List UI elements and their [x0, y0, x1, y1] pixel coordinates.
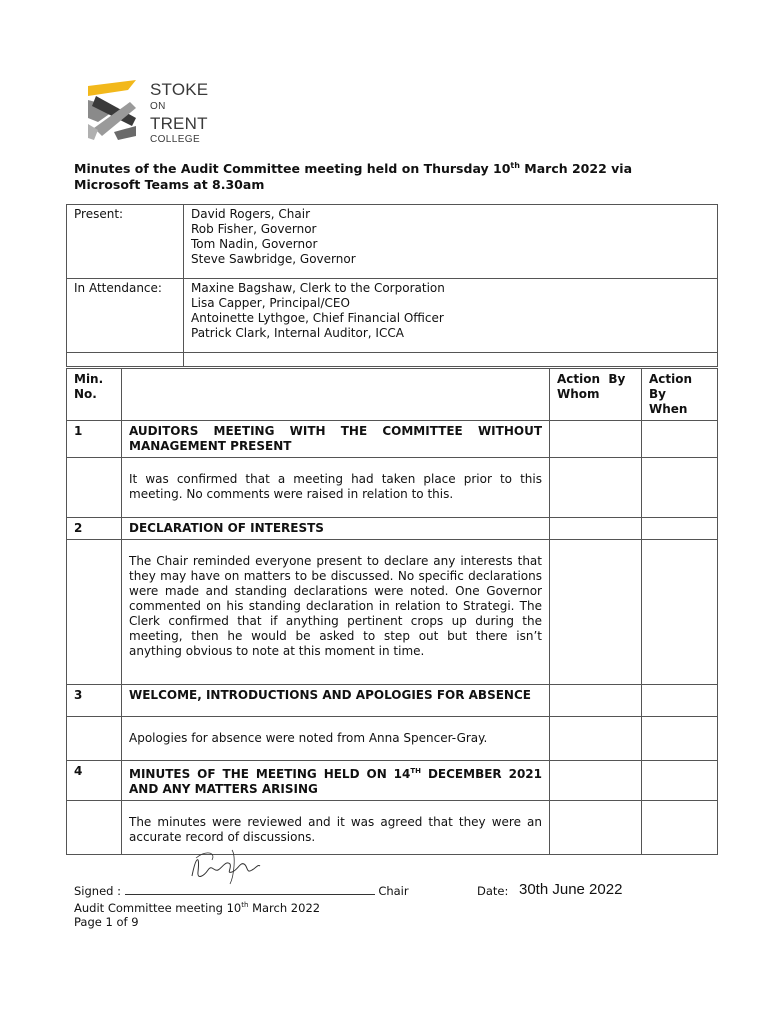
action-when-cell: [642, 685, 718, 717]
table-row: [67, 717, 718, 761]
item-heading: WELCOME, INTRODUCTIONS AND APOLOGIES FOR ABSENCE: [122, 685, 550, 717]
action-whom-cell: [550, 458, 642, 518]
item-body: The Chair reminded everyone present to declare any interests that they may have on matters to be discussed. No specific declarations were made and standing declarations were noted. One Governor commented on his standing declaration in relation to Strategi. The Clerk confirmed that if anything pertinent crops up during the meeting, then he would be asked to step out but there isn’t anything obvious to note at this moment in time.: [122, 540, 550, 685]
action-when-cell: [642, 458, 718, 518]
table-row: [67, 685, 718, 717]
action-when-cell: [642, 761, 718, 801]
table-header-row: [67, 369, 718, 421]
empty-cell: [67, 801, 122, 855]
header-min-no: Min. No.: [67, 369, 122, 421]
logo-line-stoke: STOKE: [150, 80, 209, 99]
signature-line: [125, 884, 375, 895]
minutes-table: [66, 368, 718, 855]
attendance-table: [66, 204, 718, 367]
present-member: Tom Nadin, Governor: [191, 237, 318, 251]
item-heading: AUDITORS MEETING WITH THE COMMITTEE WITHOUT MANAGEMENT PRESENT: [122, 421, 550, 458]
present-member: Steve Sawbridge, Governor: [191, 252, 356, 266]
empty-cell: [67, 353, 184, 367]
date-value: 30th June 2022: [519, 881, 623, 898]
item-number: 3: [67, 685, 122, 717]
present-member: David Rogers, Chair: [191, 207, 311, 221]
logo-wordmark: [150, 81, 208, 145]
action-whom-cell: [550, 801, 642, 855]
action-when-cell: [642, 421, 718, 458]
action-whom-cell: [550, 685, 642, 717]
header-blank: [122, 369, 550, 421]
page-number: Page 1 of 9: [74, 914, 139, 929]
attendee: Lisa Capper, Principal/CEO: [191, 296, 350, 310]
action-when-cell: [642, 518, 718, 540]
item-body: Apologies for absence were noted from Anna Spencer-Gray.: [122, 717, 550, 761]
present-list: [184, 205, 718, 279]
item-heading: DECLARATION OF INTERESTS: [122, 518, 550, 540]
action-when-cell: [642, 801, 718, 855]
action-whom-cell: [550, 421, 642, 458]
action-whom-cell: [550, 761, 642, 801]
action-whom-cell: [550, 540, 642, 685]
item-body: It was confirmed that a meeting had taken place prior to this meeting. No comments were raised in relation to this.: [122, 458, 550, 518]
date-label: Date:: [477, 884, 509, 898]
document-title: Minutes of the Audit Committee meeting held on Thursday 10th March 2022 via Microsoft Teams at 8.30am: [74, 161, 632, 193]
item-number: 4: [67, 761, 122, 801]
table-row: [67, 518, 718, 540]
logo-line-trent: TRENT: [150, 114, 208, 133]
in-attendance-list: [184, 279, 718, 353]
in-attendance-label: In Attendance:: [67, 279, 184, 353]
action-whom-cell: [550, 518, 642, 540]
table-row: [67, 421, 718, 458]
action-when-cell: [642, 540, 718, 685]
table-row: [67, 458, 718, 518]
empty-cell: [67, 458, 122, 518]
page-footer: [74, 884, 409, 929]
empty-cell: [67, 717, 122, 761]
signed-line: Signed : Chair: [74, 884, 409, 898]
logo-line-college: COLLEGE: [150, 134, 201, 145]
action-whom-cell: [550, 717, 642, 761]
present-member: Rob Fisher, Governor: [191, 222, 317, 236]
table-row: [67, 761, 718, 801]
item-body: The minutes were reviewed and it was agreed that they were an accurate record of discussions.: [122, 801, 550, 855]
meeting-reference: Audit Committee meeting 10th March 2022: [74, 900, 321, 915]
attendee: Antoinette Lythgoe, Chief Financial Officer: [191, 311, 444, 325]
table-row: [67, 801, 718, 855]
attendee: Patrick Clark, Internal Auditor, ICCA: [191, 326, 404, 340]
item-number: 2: [67, 518, 122, 540]
present-label: Present:: [67, 205, 184, 279]
header-action-by-whom: Action By Whom: [550, 369, 642, 421]
attendee: Maxine Bagshaw, Clerk to the Corporation: [191, 281, 445, 295]
header-action-by-when: Action By When: [642, 369, 718, 421]
action-when-cell: [642, 717, 718, 761]
table-row: [67, 540, 718, 685]
empty-cell: [184, 353, 718, 367]
empty-cell: [67, 540, 122, 685]
item-number: 1: [67, 421, 122, 458]
logo-line-on: ON: [150, 101, 166, 112]
item-heading: MINUTES OF THE MEETING HELD ON 14TH DECEMBER 2021 AND ANY MATTERS ARISING: [122, 761, 550, 801]
